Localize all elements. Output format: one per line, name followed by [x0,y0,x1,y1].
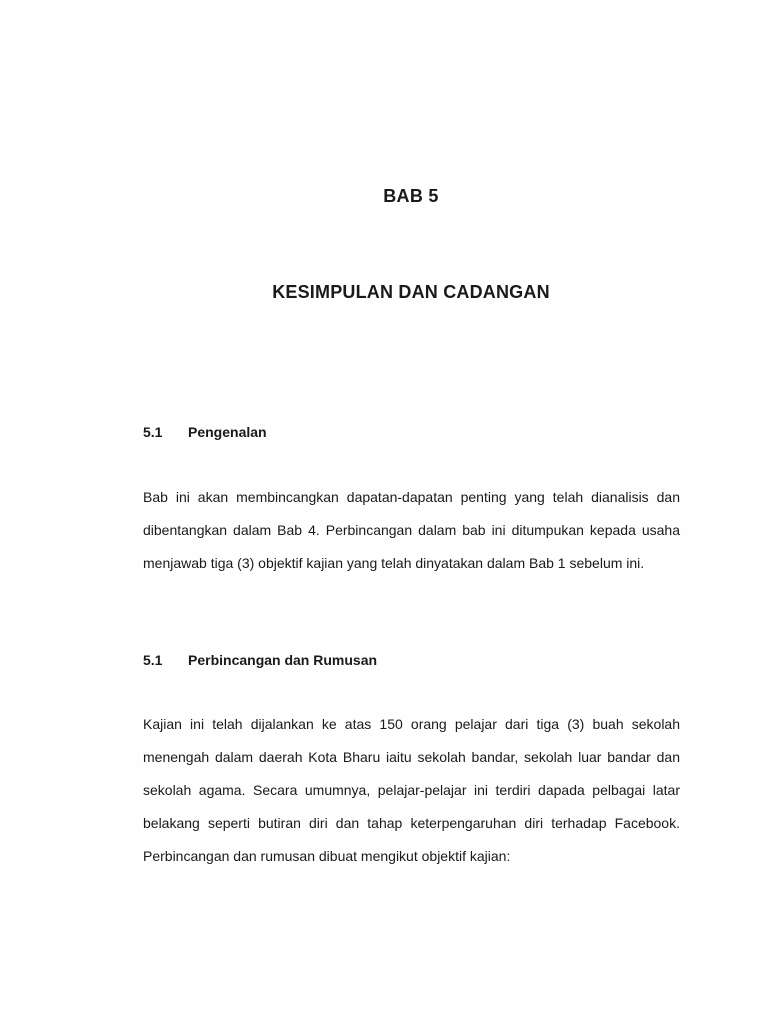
chapter-title: KESIMPULAN DAN CADANGAN [272,282,550,302]
section-title: Perbincangan dan Rumusan [188,652,378,668]
chapter-heading: BAB 5 [383,186,439,206]
paragraph-line: menengah dalam daerah Kota Bharu iaitu sekolah bandar, sekolah luar bandar dan [143,749,680,765]
paragraph-perbincangan [143,708,680,873]
paragraph-line: belakang seperti butiran diri dan tahap keterpengaruhan diri terhadap Facebook. [143,815,680,831]
paragraph-line: dibentangkan dalam Bab 4. Perbincangan dalam bab ini ditumpukan kepada usaha [143,522,680,538]
paragraph-line: menjawab tiga (3) objektif kajian yang telah dinyatakan dalam Bab 1 sebelum ini. [143,555,645,571]
paragraph-line: Kajian ini telah dijalankan ke atas 150 orang pelajar dari tiga (3) buah sekolah [143,716,680,732]
section-number: 5.1 [143,652,163,668]
paragraph-line: Bab ini akan membincangkan dapatan-dapatan penting yang telah dianalisis dan [143,489,680,505]
paragraph-line: sekolah agama. Secara umumnya, pelajar-pelajar ini terdiri dapada pelbagai latar [143,782,680,798]
paragraph-pengenalan [143,481,680,580]
section-number: 5.1 [143,424,163,440]
paragraph-line: Perbincangan dan rumusan dibuat mengikut objektif kajian: [143,848,511,864]
section-heading-pengenalan [143,424,267,440]
section-title: Pengenalan [188,424,267,440]
section-heading-perbincangan [143,652,377,668]
